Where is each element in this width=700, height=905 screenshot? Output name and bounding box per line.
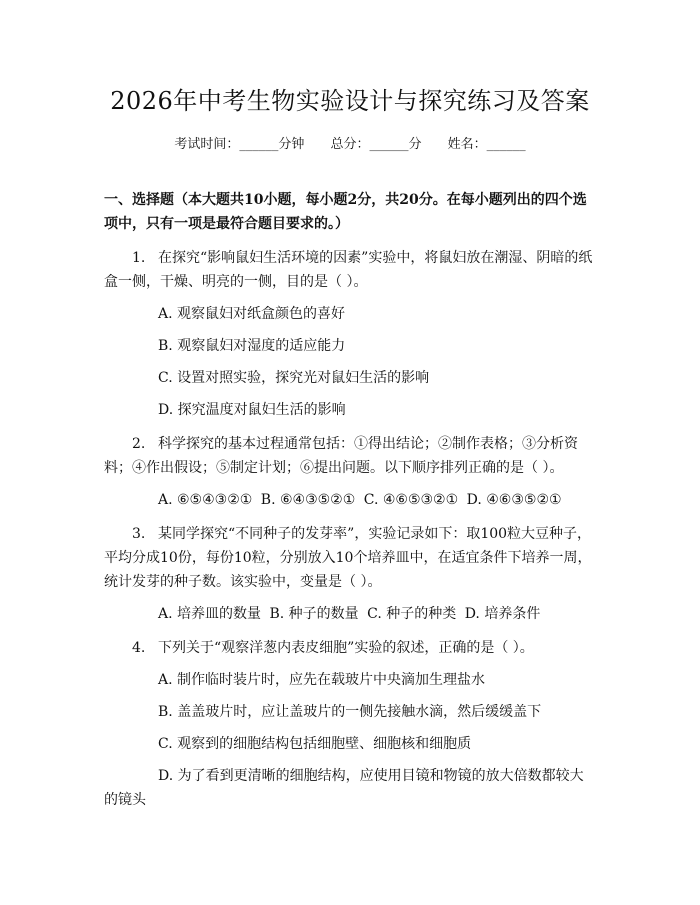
total-score: 总分：______分 [330,137,422,152]
question-3 [104,522,596,594]
option-c: C. ④⑥⑤③②① [363,492,459,508]
student-name: 姓名：______ [447,137,526,152]
question-number: 4. [132,640,146,656]
option-d: D. ④⑥③⑤②① [466,492,562,508]
option-a: A. 制作临时装片时，应先在载玻片中央滴加生理盐水 [158,672,486,688]
question-text: 在探究“影响鼠妇生活环境的因素”实验中，将鼠妇放在潮湿、阴暗的纸盒一侧，干燥、明亮的一侧，目的是（ ）。 [104,250,593,290]
question-text: 科学探究的基本过程通常包括：①得出结论；②制作表格；③分析资料；④作出假设；⑤制定计划；⑥提出问题。以下顺序排列正确的是（ ）。 [104,436,578,476]
option-b: B. 盖盖玻片时，应让盖玻片的一侧先接触水滴，然后缓缓盖下 [158,704,542,720]
option-b: B. ⑥④③⑤②① [260,492,356,508]
question-number: 3. [132,526,146,542]
option-a: A. 观察鼠妇对纸盒颜色的喜好 [158,306,346,322]
option-c: C. 设置对照实验，探究光对鼠妇生活的影响 [158,370,430,386]
question-1 [104,246,596,294]
question-number: 1. [132,250,146,266]
option-a: A. 培养皿的数量 [158,606,262,622]
option-c: C. 观察到的细胞结构包括细胞壁、细胞核和细胞质 [158,736,472,752]
question-text: 某同学探究“不同种子的发芽率”，实验记录如下：取100粒大豆种子，平均分成10份，每份10粒，分别放入10个培养皿中，在适宜条件下培养一周，统计发芽的种子数。该实验中，变量是（ ）。 [104,526,592,590]
options-row [104,602,596,626]
section-heading: 一、选择题（本大题共10小题，每小题2分，共20分。在每小题列出的四个选项中，只有一项是最符合题目要求的。） [104,192,587,232]
option-a: A. ⑥⑤④③②① [158,492,253,508]
question-number: 2. [132,436,146,452]
exam-time: 考试时间：______分钟 [174,137,305,152]
options-row [104,488,596,512]
option-d: D. 培养条件 [464,606,541,622]
question-text: 下列关于“观察洋葱内表皮细胞”实验的叙述，正确的是（ ）。 [158,640,534,656]
question-2 [104,432,596,480]
page-title: 2026年中考生物实验设计与探究练习及答案 [110,87,590,115]
option-c: C. 种子的种类 [367,606,457,622]
question-4 [104,636,596,660]
option-b: B. 种子的数量 [269,606,359,622]
option-d: D. 探究温度对鼠妇生活的影响 [158,402,346,418]
option-b: B. 观察鼠妇对湿度的适应能力 [158,338,346,354]
option-d: D. 为了看到更清晰的细胞结构，应使用目镜和物镜的放大倍数都较大的镜头 [104,768,584,808]
exam-meta [104,136,596,154]
